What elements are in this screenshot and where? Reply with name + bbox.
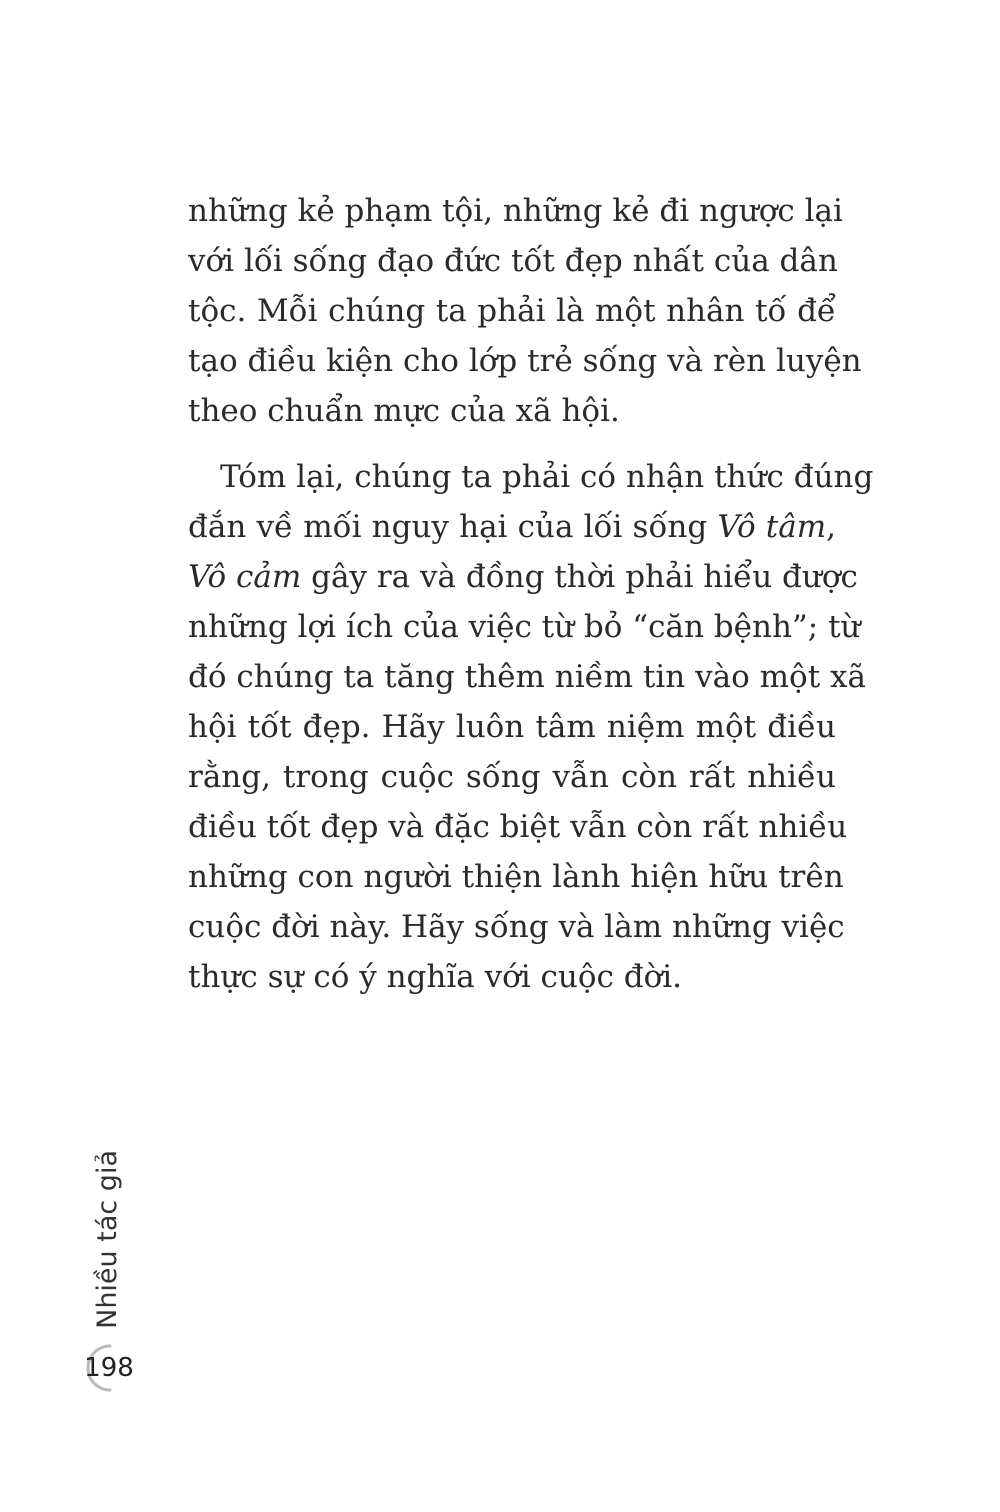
page-number: 198 bbox=[84, 1353, 134, 1383]
page-number-badge bbox=[80, 1340, 136, 1396]
running-head-author: Nhiều tác giả bbox=[92, 1150, 123, 1329]
italic-term-vo-tam: Vô tâm bbox=[717, 509, 827, 545]
paragraph-2-line-3 bbox=[188, 552, 858, 602]
paragraph-2-line-9: những con người thiện lành hiện hữu trên bbox=[188, 859, 844, 895]
paragraph-1-line-5: theo chuẩn mực của xã hội. bbox=[188, 393, 620, 429]
paragraph-2-line-2-start: đắn về mối nguy hại của lối sống bbox=[188, 509, 718, 545]
italic-term-vo-cam: Vô cảm bbox=[188, 559, 302, 595]
paragraph-1-line-4: tạo điều kiện cho lớp trẻ sống và rèn luyện bbox=[188, 343, 862, 379]
paragraph-2-line-7: rằng, trong cuộc sống vẫn còn rất nhiều bbox=[188, 759, 836, 795]
paragraph-2-line-1: Tóm lại, chúng ta phải có nhận thức đúng bbox=[220, 459, 874, 495]
paragraph-2-line-10: cuộc đời này. Hãy sống và làm những việc bbox=[188, 909, 845, 945]
paragraph-2-line-2-end: , bbox=[826, 509, 836, 545]
paragraph-2-line-2 bbox=[188, 502, 836, 552]
paragraph-2-line-8: điều tốt đẹp và đặc biệt vẫn còn rất nhiều bbox=[188, 809, 848, 845]
paragraph-1-line-3: tộc. Mỗi chúng ta phải là một nhân tố để bbox=[188, 293, 836, 329]
paragraph-2-line-3-end: gây ra và đồng thời phải hiểu được bbox=[301, 559, 858, 595]
paragraph-2-line-4: những lợi ích của việc từ bỏ “căn bệnh”; từ bbox=[188, 609, 861, 645]
running-head bbox=[88, 1150, 128, 1330]
paragraph-2-line-6: hội tốt đẹp. Hãy luôn tâm niệm một điều bbox=[188, 709, 836, 745]
paragraph-2-line-5: đó chúng ta tăng thêm niềm tin vào một xã bbox=[188, 659, 866, 695]
paragraph-1-line-2: với lối sống đạo đức tốt đẹp nhất của dân bbox=[188, 243, 838, 279]
body-text bbox=[188, 186, 874, 1002]
paragraph-2-line-11: thực sự có ý nghĩa với cuộc đời. bbox=[188, 959, 683, 995]
paragraph-1-line-1: những kẻ phạm tội, những kẻ đi ngược lại bbox=[188, 193, 843, 229]
paragraph-gap bbox=[188, 436, 836, 452]
